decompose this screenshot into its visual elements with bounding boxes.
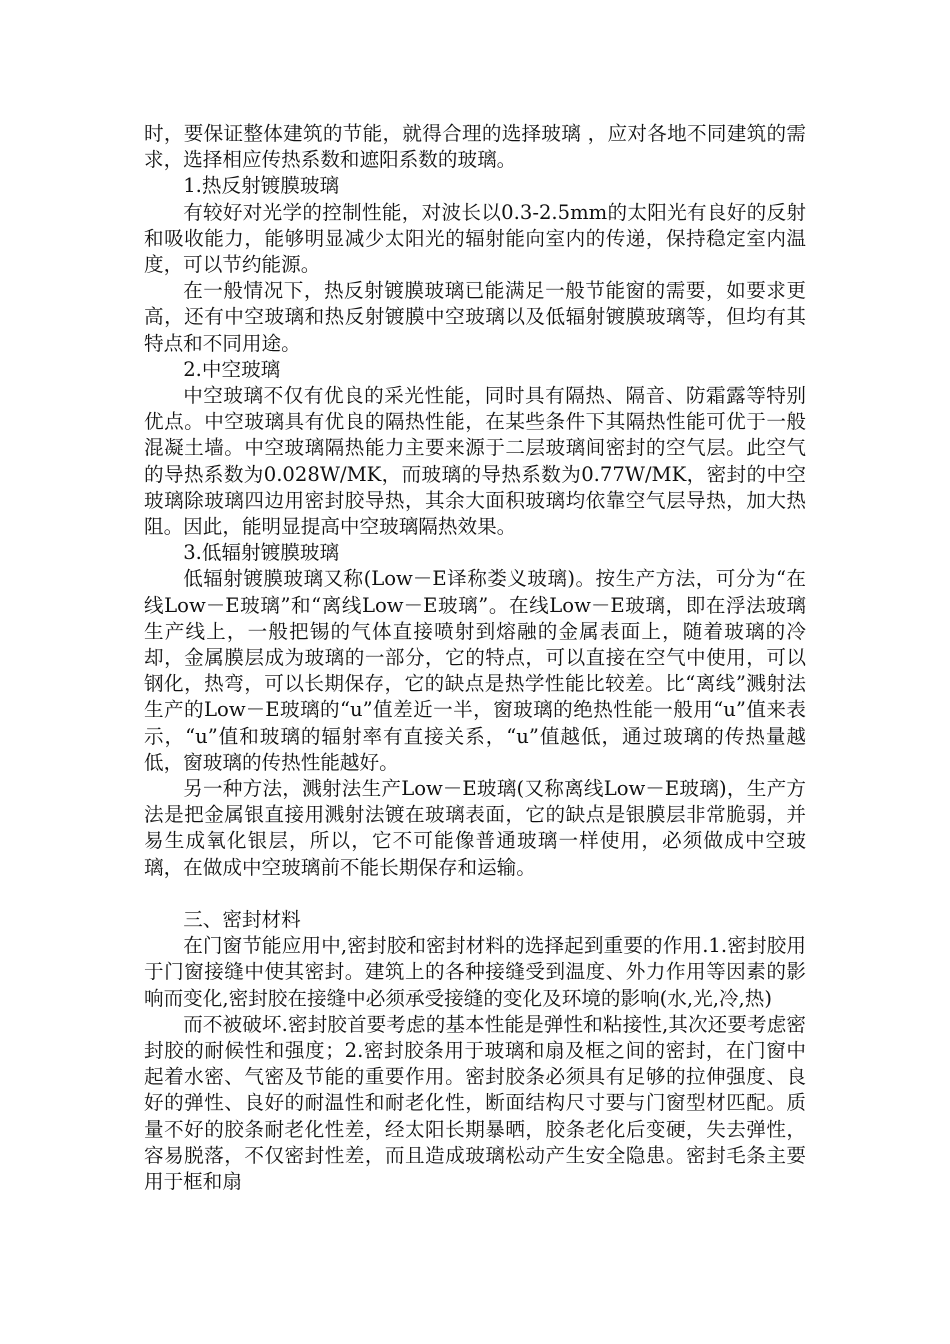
paragraph: 而不被破坏.密封胶首要考虑的基本性能是弹性和粘接性,其次还要考虑密封胶的耐候性和强度；2.密封胶条用于玻璃和扇及框之间的密封，在门窗中起着水密、气密及节能的重要作用。密封胶条必须具有足够的拉伸强度、良好的弹性、良好的耐温性和耐老化性，断面结构尺寸要与门窗型材匹配。质量不好的胶条耐老化性差，经太阳长期暴晒，胶条老化后变硬，失去弹性，容易脱落，不仅密封性差，而且造成玻璃松动产生安全隐患。密封毛条主要用于框和扇 [144,1012,806,1193]
paragraph: 在门窗节能应用中,密封胶和密封材料的选择起到重要的作用.1.密封胶用于门窗接缝中使其密封。建筑上的各种接缝受到温度、外力作用等因素的影响而变化,密封胶在接缝中必须承受接缝的变化及环境的影响(水,光,冷,热) [144,934,806,1010]
chapter-heading: 三、密封材料 [183,907,301,931]
section-heading: 2.中空玻璃 [183,357,281,381]
paragraph: 在一般情况下，热反射镀膜玻璃已能满足一般节能窗的需要，如要求更高，还有中空玻璃和热反射镀膜中空玻璃以及低辐射镀膜玻璃等，但均有其特点和不同用途。 [144,279,806,355]
paragraph: 中空玻璃不仅有优良的采光性能，同时具有隔热、隔音、防霜露等特别优点。中空玻璃具有优良的隔热性能，在某些条件下其隔热性能可优于一般混凝土墙。中空玻璃隔热能力主要来源于二层玻璃间密封的空气层。此空气的导热系数为0.028W/MK，而玻璃的导热系数为0.77W/MK，密封的中空玻璃除玻璃四边用密封胶导热，其余大面积玻璃均依靠空气层导热，加大热阻。因此，能明显提高中空玻璃隔热效果。 [144,384,806,539]
spacer [144,881,806,907]
paragraph: 另一种方法，溅射法生产Low－E玻璃(又称离线Low－E玻璃)，生产方法是把金属银直接用溅射法镀在玻璃表面，它的缺点是银膜层非常脆弱，并易生成氧化银层，所以，它不可能像普通玻璃一样使用，必须做成中空玻璃，在做成中空玻璃前不能长期保存和运输。 [144,777,806,879]
paragraph: 低辐射镀膜玻璃又称(Low－E译称娄义玻璃)。按生产方法，可分为“在线Low－E玻璃”和“离线Low－E玻璃”。在线Low－E玻璃，即在浮法玻璃生产线上，一般把锡的气体直接喷射到熔融的金属表面上，随着玻璃的冷却，金属膜层成为玻璃的一部分，它的特点，可以直接在空气中使用，可以钢化，热弯，可以长期保存，它的缺点是热学性能比较差。比“离线”溅射法生产的Low－E玻璃的“u”值差近一半，窗玻璃的绝热性能一般用“u”值来表示，“u”值和玻璃的辐射率有直接关系，“u”值越低，通过玻璃的传热量越低，窗玻璃的传热性能越好。 [144,567,806,774]
section-heading: 3.低辐射镀膜玻璃 [183,541,340,565]
section-heading: 1.热反射镀膜玻璃 [183,174,340,198]
document-page [144,121,806,1195]
paragraph: 时，要保证整体建筑的节能，就得合理的选择玻璃 ，应对各地不同建筑的需求，选择相应传热系数和遮阳系数的玻璃。 [144,122,806,172]
paragraph: 有较好对光学的控制性能，对波长以0.3-2.5mm的太阳光有良好的反射和吸收能力，能够明显减少太阳光的辐射能向室内的传递，保持稳定室内温度，可以节约能源。 [144,200,806,277]
